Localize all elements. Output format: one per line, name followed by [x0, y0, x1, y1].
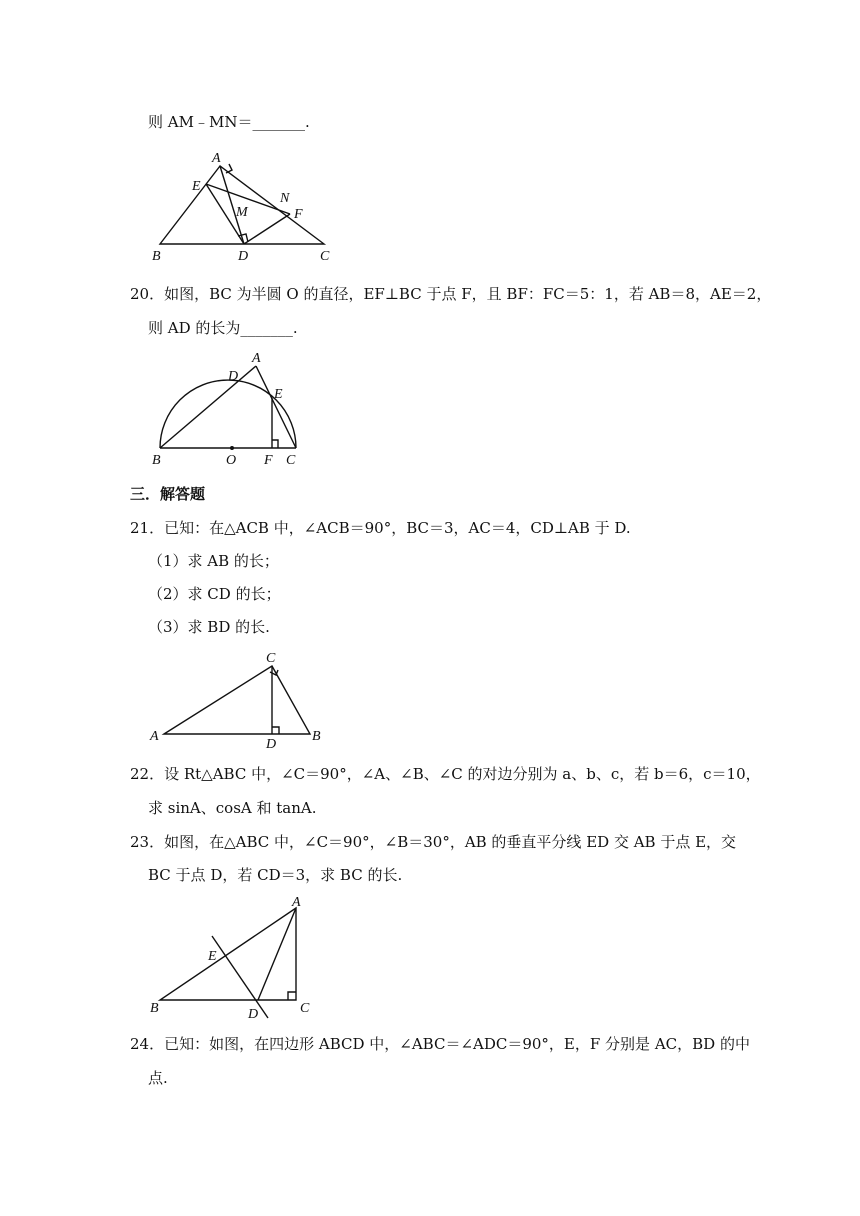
- label-c: C: [266, 651, 276, 666]
- label-d: D: [248, 1007, 259, 1022]
- center-o: [230, 446, 234, 450]
- label-f: F: [294, 207, 303, 222]
- segment-e-f: [206, 184, 290, 214]
- label-d: D: [228, 369, 239, 384]
- label-d: D: [238, 249, 249, 264]
- label-b: B: [152, 453, 161, 468]
- label-e: E: [192, 179, 201, 194]
- label-a: A: [252, 351, 261, 366]
- section-heading: 三．解答题: [130, 485, 206, 503]
- right-angle-c: [288, 992, 296, 1000]
- label-d: D: [266, 737, 277, 752]
- label-b: B: [312, 729, 321, 744]
- figure-q20: [148, 348, 302, 472]
- right-angle-f: [272, 440, 278, 448]
- perpendicular-bisector-ed: [212, 936, 268, 1018]
- q23-line2: BC 于点 D，若 CD＝3，求 BC 的长.: [148, 866, 403, 884]
- label-a: A: [150, 729, 159, 744]
- label-e: E: [208, 949, 217, 964]
- segment-a-c: [256, 366, 296, 448]
- q19-answer-line: 则 AM﹣MN＝_______.: [148, 113, 310, 131]
- segment-d-f: [244, 214, 290, 244]
- triangle-abc: [160, 908, 296, 1000]
- q21-part1: （1）求 AB 的长；: [148, 552, 279, 570]
- label-b: B: [152, 249, 161, 264]
- label-a: A: [212, 151, 221, 166]
- label-c: C: [320, 249, 330, 264]
- q20-line1: 20．如图，BC 为半圆 O 的直径，EF⊥BC 于点 F，且 BF：FC＝5：1，若 AB＝8，AE＝2，: [130, 285, 772, 303]
- label-e: E: [274, 387, 283, 402]
- segment-a-d: [258, 908, 296, 1000]
- label-a: A: [292, 896, 301, 910]
- figure-q21: [148, 648, 332, 754]
- q24-line2: 点.: [148, 1069, 168, 1087]
- label-c: C: [286, 453, 296, 468]
- figure-q19: [148, 148, 338, 266]
- label-o: O: [226, 453, 237, 468]
- q21-stem: 21．已知：在△ACB 中，∠ACB＝90°，BC＝3，AC＝4，CD⊥AB 于 D.: [130, 519, 631, 537]
- figure-q23: [148, 896, 322, 1024]
- right-angle-d: [272, 727, 279, 734]
- label-b: B: [150, 1001, 159, 1016]
- label-c: C: [300, 1001, 310, 1016]
- triangle-acb: [164, 666, 310, 734]
- q22-line2: 求 sinA、cosA 和 tanA.: [148, 799, 317, 817]
- q20-line2: 则 AD 的长为_______.: [148, 319, 298, 337]
- label-f: F: [264, 453, 273, 468]
- q21-part3: （3）求 BD 的长.: [148, 618, 270, 636]
- q22-line1: 22．设 Rt△ABC 中，∠C＝90°，∠A、∠B、∠C 的对边分别为 a、b、c，若 b＝6，c＝10，: [130, 765, 761, 783]
- label-m: M: [236, 205, 248, 220]
- q24-line1: 24．已知：如图，在四边形 ABCD 中，∠ABC＝∠ADC＝90°，E，F 分别是 AC，BD 的中: [130, 1035, 750, 1053]
- q23-line1: 23．如图，在△ABC 中，∠C＝90°，∠B＝30°，AB 的垂直平分线 ED 交 AB 于点 E，交: [130, 833, 737, 851]
- q21-part2: （2）求 CD 的长；: [148, 585, 281, 603]
- label-n: N: [280, 191, 290, 206]
